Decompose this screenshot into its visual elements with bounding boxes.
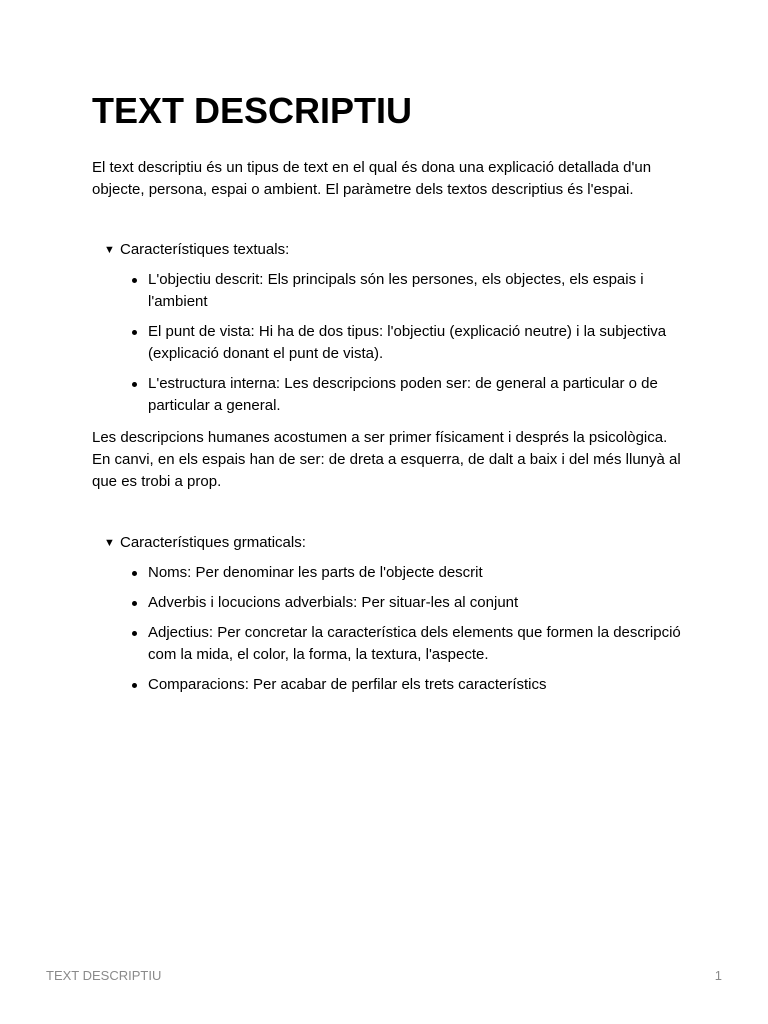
- list-item-text: Noms: Per denominar les parts de l'objecte descrit: [148, 564, 483, 581]
- list-grammatical: [92, 562, 682, 696]
- toggle-grammatical[interactable]: [92, 532, 682, 554]
- document-title: TEXT DESCRIPTIU: [92, 90, 413, 131]
- paragraph-descriptions: Les descripcions humanes acostumen a ser primer físicament i després la psicològica. En canvi, en els espais han de ser: de dreta a esquerra, de dalt a baix i del més llunyà al que es trobi a prop.: [92, 429, 681, 490]
- list-item: [92, 674, 682, 696]
- list-item: [92, 321, 682, 365]
- list-item-text: Adverbis i locucions adverbials: Per situar-les al conjunt: [148, 594, 519, 611]
- toggle-textual[interactable]: [92, 239, 682, 261]
- list-textual: [92, 269, 682, 417]
- list-item-text: L'estructura interna: Les descripcions poden ser: de general a particular o de particular a general.: [148, 375, 658, 414]
- bullet-icon: [132, 278, 137, 283]
- list-item-text: El punt de vista: Hi ha de dos tipus: l'objectiu (explicació neutre) i la subjectiva (explicació donant el punt de vista).: [148, 323, 667, 362]
- bullet-icon: [132, 631, 137, 636]
- section-textual: [92, 239, 682, 417]
- list-item-text: Comparacions: Per acabar de perfilar els trets característics: [148, 676, 547, 693]
- footer-title: TEXT DESCRIPTIU: [46, 968, 162, 983]
- list-item: [92, 622, 682, 666]
- list-item-text: Adjectius: Per concretar la característica dels elements que formen la descripció com la mida, el color, la forma, la textura, l'aspecte.: [148, 624, 681, 663]
- page-number: 1: [714, 968, 722, 983]
- intro-paragraph: El text descriptiu és un tipus de text en el qual és dona una explicació detallada d'un objecte, persona, espai o ambient. El paràmetre dels textos descriptius és l'espai.: [92, 159, 652, 198]
- section-grammatical: [92, 532, 682, 696]
- triangle-down-icon: ▼: [104, 537, 115, 549]
- bullet-icon: [132, 601, 137, 606]
- list-item: [92, 592, 682, 614]
- bullet-icon: [132, 330, 137, 335]
- triangle-down-icon: ▼: [104, 244, 115, 256]
- section-heading: Característiques grmaticals:: [120, 534, 306, 551]
- bullet-icon: [132, 571, 137, 576]
- section-heading: Característiques textuals:: [120, 241, 290, 258]
- list-item-text: L'objectiu descrit: Els principals són les persones, els objectes, els espais i l'ambient: [148, 271, 644, 310]
- bullet-icon: [132, 382, 137, 387]
- list-item: [92, 373, 682, 417]
- list-item: [92, 562, 682, 584]
- bullet-icon: [132, 683, 137, 688]
- list-item: [92, 269, 682, 313]
